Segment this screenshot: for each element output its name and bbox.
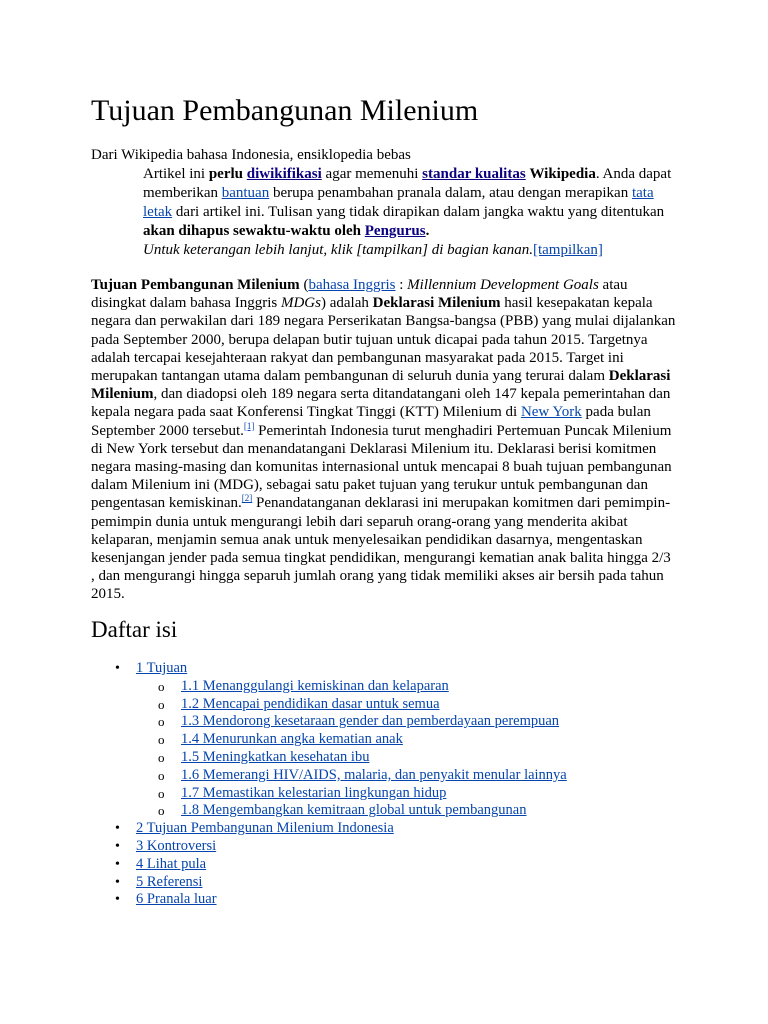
toc-link-pranala-luar[interactable]: 6 Pranala luar	[136, 891, 217, 908]
notice-line-2	[143, 184, 673, 203]
toc-heading: Daftar isi	[91, 617, 178, 642]
intro-line	[91, 422, 691, 440]
notice-bold-text: perlu	[208, 166, 247, 182]
notice-bold-text: .	[425, 223, 430, 239]
intro-line: negara dan perwakilan dari 189 negara Perserikatan Bangsa-bangsa (PBB) yang mulai dijalankan	[91, 313, 676, 330]
notice-text: memberikan	[143, 185, 222, 201]
intro-line: kelaparan, menjamin semua anak untuk menyelesaikan pendidikan dasarnya, mengentaskan	[91, 531, 643, 548]
intro-line: dalam Milenium ini (MDG), sebagai satu paket tujuan yang terukur untuk pembangunan dan	[91, 477, 648, 494]
intro-text: merupakan tantangan utama dalam pembangunan di seluruh dunia yang terurai dalam	[91, 368, 609, 385]
intro-line	[91, 367, 691, 385]
notice-text: . Anda dapat	[595, 166, 672, 182]
toc-link-1-1[interactable]: 1.1 Menanggulangi kemiskinan dan kelaparan	[181, 677, 449, 694]
intro-text: ) adalah	[320, 295, 373, 312]
help-link[interactable]: bantuan	[221, 185, 270, 201]
intro-text: atau	[598, 277, 628, 293]
toc-link-1-2[interactable]: 1.2 Mencapai pendidikan dasar untuk semua	[181, 695, 440, 712]
article-subject: Tujuan Pembangunan Milenium	[91, 277, 300, 293]
intro-text: (	[299, 277, 309, 293]
toc-link-lihat-pula[interactable]: 4 Lihat pula	[136, 855, 207, 872]
intro-line: pada September 2000, berupa delapan butir tujuan untuk dicapai pada tahun 2015. Targetnya	[91, 331, 648, 348]
circle-bullet-icon: o	[158, 767, 165, 783]
toc-item	[0, 660, 768, 678]
toc-subitem	[0, 802, 768, 820]
bullet-icon: •	[115, 874, 120, 890]
toc-link-1-4[interactable]: 1.4 Menurunkan angka kematian anak	[181, 731, 403, 748]
notice-bold-text: akan dihapus sewaktu-waktu oleh	[143, 223, 365, 239]
intro-italic-text: Millennium Development Goals	[407, 277, 599, 293]
toc-subitem	[0, 731, 768, 749]
toc-item	[0, 856, 768, 874]
notice-line-3	[143, 203, 673, 222]
toc-link-1-8[interactable]: 1.8 Mengembangkan kemitraan global untuk pembangunan	[181, 802, 527, 819]
notice-text: dari artikel ini. Tulisan yang tidak dirapikan dalam jangka waktu yang ditentukan	[172, 204, 665, 220]
intro-line	[91, 494, 691, 512]
toc-item	[0, 874, 768, 892]
bullet-icon: •	[115, 661, 120, 676]
intro-line: , dan mengurangi hingga separuh jumlah orang yang tidak memiliki akses air bersih pada tahun	[91, 568, 664, 585]
circle-bullet-icon: o	[158, 803, 165, 819]
quality-standard-link[interactable]	[422, 166, 526, 182]
circle-bullet-icon: o	[158, 749, 165, 765]
circle-bullet-icon: o	[158, 732, 165, 748]
toc-item	[0, 820, 768, 838]
intro-bold-text: Deklarasi	[608, 368, 671, 385]
circle-bullet-icon: o	[158, 714, 165, 730]
intro-line: pemimpin dunia untuk mengurangi lebih dari separuh orang-orang yang menderita akibat	[91, 513, 628, 530]
bullet-icon: •	[115, 856, 120, 872]
toc-subitem	[0, 678, 768, 696]
toc-subitem	[0, 785, 768, 803]
intro-line	[91, 294, 691, 312]
site-tagline: Dari Wikipedia bahasa Indonesia, ensiklopedia bebas	[91, 147, 411, 163]
table-of-contents	[0, 660, 768, 909]
intro-text: September 2000 tersebut.	[91, 422, 244, 439]
intro-line	[91, 385, 691, 403]
intro-line: kesenjangan jender pada semua tingkat pendidikan, mengurangi kematian anak balita hingga 2/3	[91, 550, 671, 567]
toc-item	[0, 891, 768, 909]
intro-text: Penandatanganan deklarasi ini merupakan komitmen dari pemimpin-	[252, 495, 671, 512]
toc-subitem	[0, 767, 768, 785]
intro-text: pada bulan	[581, 404, 651, 421]
toc-link-tujuan[interactable]: 1 Tujuan	[136, 660, 188, 676]
bullet-icon: •	[115, 821, 120, 837]
intro-line: 2015.	[91, 586, 125, 603]
notice-line-4	[143, 222, 673, 241]
notice-line-1	[143, 165, 673, 184]
intro-paragraph	[91, 276, 691, 604]
layout-link-part2[interactable]: letak	[143, 204, 173, 220]
circle-bullet-icon: o	[158, 785, 165, 801]
intro-text: , dan diadopsi oleh 189 negara serta ditandatangani oleh 147 kepala pemerintahan dan	[153, 386, 671, 403]
intro-text: kepala negara pada saat Konferensi Tingkat Tinggi (KTT) Milenium di	[91, 404, 521, 421]
intro-line: adalah tercapai kesejahteraan rakyat dan pembangunan masyarakat pada 2015. Target ini	[91, 349, 624, 366]
toc-link-referensi[interactable]: 5 Referensi	[136, 873, 203, 890]
toc-subitem	[0, 749, 768, 767]
circle-bullet-icon: o	[158, 696, 165, 712]
page-title: Tujuan Pembangunan Milenium	[91, 94, 479, 127]
intro-text: :	[395, 277, 408, 293]
maintenance-notice	[143, 165, 673, 260]
intro-text: hasil kesepakatan kepala	[500, 295, 653, 312]
intro-italic-text: MDGs	[280, 295, 321, 312]
toc-link-1-6[interactable]: 1.6 Memerangi HIV/AIDS, malaria, dan penyakit menular lainnya	[181, 766, 567, 783]
reference-link-1[interactable]: [1]	[243, 420, 255, 431]
notice-italic-text: Untuk keterangan lebih lanjut, klik [tampilkan] di bagian kanan.	[143, 242, 533, 258]
layout-link-part1[interactable]: tata	[631, 185, 654, 201]
toc-subitem	[0, 713, 768, 731]
bullet-icon: •	[115, 892, 120, 908]
toc-link-kontroversi[interactable]: 3 Kontroversi	[136, 837, 217, 854]
intro-line: di New York tersebut dan menandatangani Deklarasi Milenium itu. Deklarasi berisi komitmen	[91, 440, 657, 457]
toc-link-1-5[interactable]: 1.5 Meningkatkan kesehatan ibu	[181, 748, 370, 765]
bullet-icon: •	[115, 838, 120, 854]
reference-link-2[interactable]: [2]	[241, 493, 253, 504]
wikify-link[interactable]	[247, 166, 322, 182]
toc-link-1-7[interactable]: 1.7 Memastikan kelestarian lingkungan hidup	[181, 784, 447, 801]
notice-text: berupa penambahan pranala dalam, atau dengan merapikan	[269, 185, 632, 201]
english-language-link[interactable]: bahasa Inggris	[308, 277, 396, 293]
intro-line: negara masing-masing dan komunitas internasional untuk mencapai 8 buah tujuan pembangunan	[91, 459, 672, 476]
wikify-link-label: diwikifikasi	[246, 166, 322, 182]
intro-text: disingkat dalam bahasa Inggris	[91, 295, 281, 312]
new-york-link[interactable]: New York	[520, 404, 582, 421]
administrators-link[interactable]	[365, 223, 426, 239]
toc-subitem	[0, 696, 768, 714]
intro-text: pengentasan kemiskinan.	[91, 495, 242, 512]
toc-link-mdg-indonesia[interactable]: 2 Tujuan Pembangunan Milenium Indonesia	[136, 820, 394, 837]
notice-line-5	[143, 241, 673, 260]
toc-link-1-3[interactable]: 1.3 Mendorong kesetaraan gender dan pemberdayaan perempuan	[181, 713, 560, 730]
administrators-link-label: Pengurus	[364, 223, 426, 239]
intro-bold-text: Milenium	[91, 386, 154, 403]
toc-item	[0, 838, 768, 856]
show-toggle-link[interactable]: [tampilkan]	[532, 242, 603, 258]
intro-line	[91, 276, 691, 294]
intro-line	[91, 403, 691, 421]
notice-bold-text: Wikipedia	[529, 166, 596, 182]
intro-bold-text: Deklarasi Milenium	[372, 295, 501, 312]
quality-standard-link-label: standar kualitas	[422, 166, 526, 182]
circle-bullet-icon: o	[158, 678, 165, 694]
intro-text: Pemerintah Indonesia turut menghadiri Pertemuan Puncak Milenium	[254, 422, 672, 439]
notice-text: agar memenuhi	[321, 166, 423, 182]
notice-text: Artikel ini	[143, 166, 209, 182]
